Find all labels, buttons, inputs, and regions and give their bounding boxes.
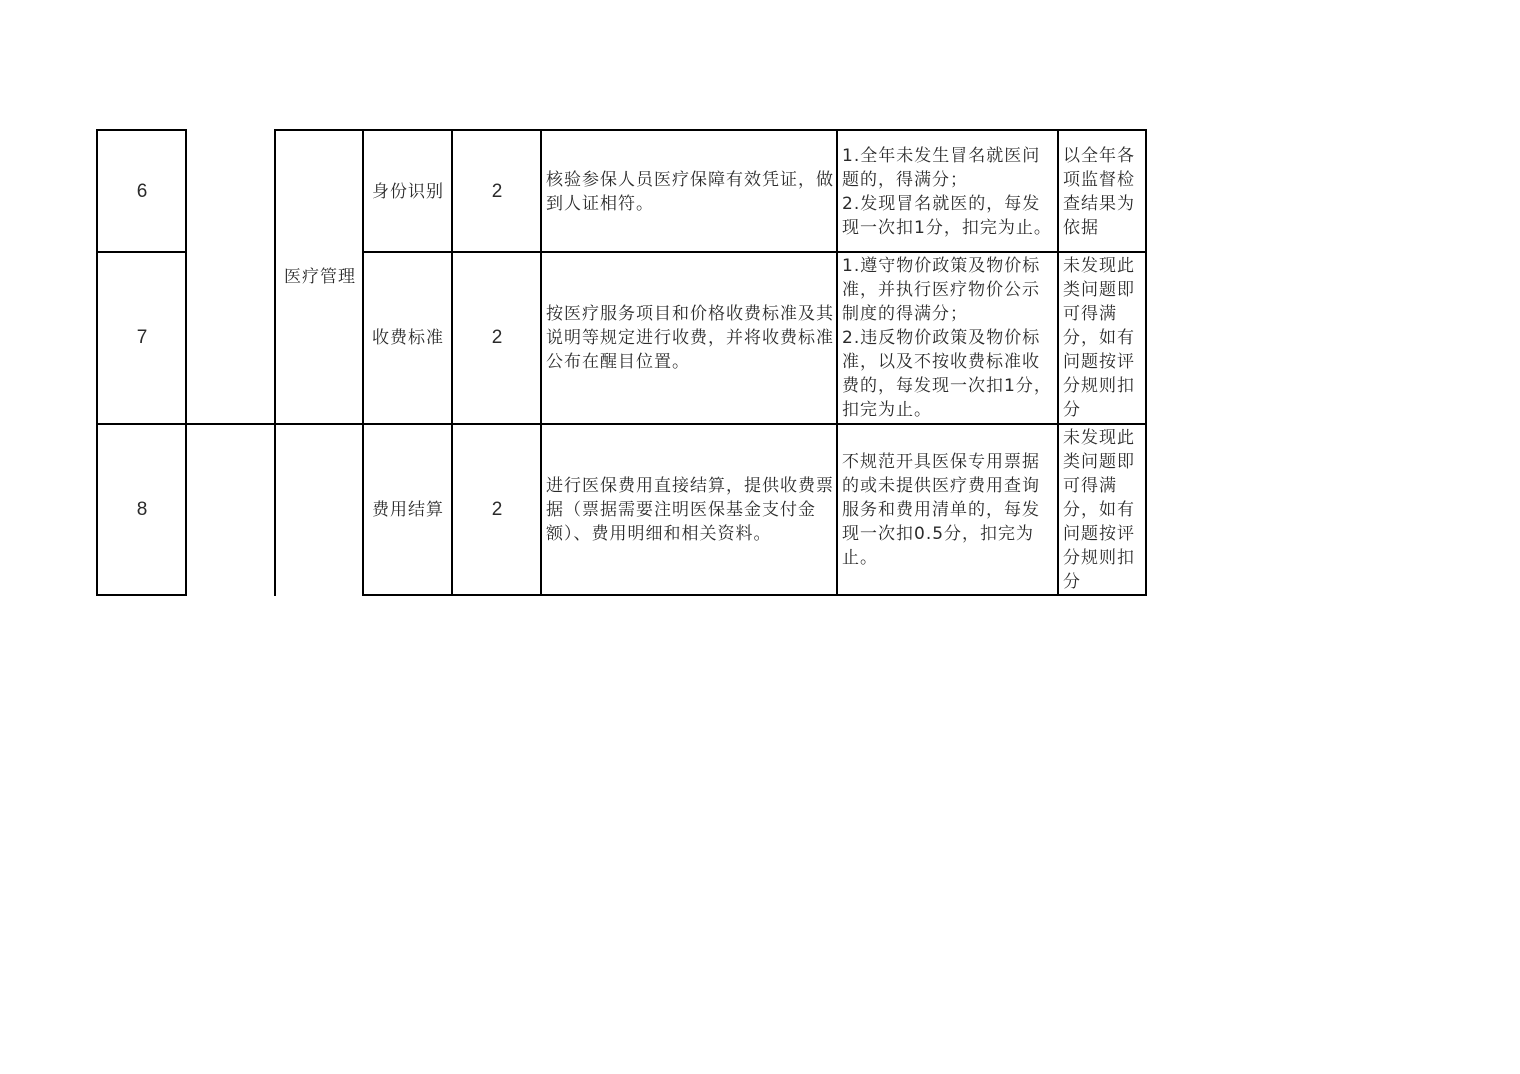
grid-line-row7-bottom	[96, 423, 1147, 425]
row-7-content: 按医疗服务项目和价格收费标准及其说明等规定进行收费，并将收费标准公布在醒目位置。	[546, 304, 834, 372]
row-7-rule: 1.遵守物价政策及物价标准，并执行医疗物价公示制度的得满分； 2.违反物价政策及物价标准，以及不按收费标准收费的，每发现一次扣1分，扣完为止。	[842, 256, 1052, 420]
row-8-basis: 未发现此类问题即可得满分，如有问题按评分规则扣分	[1063, 428, 1135, 592]
row-7-index: 7	[136, 327, 148, 348]
grid-line-bottom-right	[362, 594, 1147, 596]
grid-line-col-index-right	[185, 129, 187, 596]
grid-line-col-category-left	[274, 129, 276, 596]
row-6-item: 身份识别	[372, 181, 444, 202]
row-6-rule: 1.全年未发生冒名就医问题的，得满分； 2.发现冒名就医的，每发现一次扣1分，扣完为止。	[842, 145, 1052, 238]
row-6-score: 2	[491, 180, 503, 202]
grid-line-top-left	[96, 129, 187, 131]
grid-line-col-item-left	[362, 129, 364, 596]
grid-line-col-left	[96, 129, 98, 596]
row-7-item: 收费标准	[372, 328, 444, 348]
row-7-score: 2	[491, 327, 503, 348]
grid-line-row6-bottom-left	[96, 251, 187, 253]
grid-line-col-basis-left	[1057, 129, 1059, 596]
grid-line-col-score-left	[451, 129, 453, 596]
row-8-score: 2	[491, 499, 503, 520]
grid-line-col-content-left	[540, 129, 542, 596]
row-8-index: 8	[136, 499, 148, 520]
row-6-index: 6	[136, 180, 148, 202]
grid-line-top-right	[274, 129, 1147, 131]
row-8-content: 进行医保费用直接结算，提供收费票据（票据需要注明医保基金支付金额）、费用明细和相关资料。	[546, 476, 834, 544]
row-6-basis: 以全年各项监督检查结果为依据	[1063, 145, 1135, 238]
row-7-basis: 未发现此类问题即可得满分，如有问题按评分规则扣分	[1063, 256, 1135, 420]
grid-line-col-right	[1145, 129, 1147, 596]
row-8-item: 费用结算	[372, 500, 444, 520]
grid-line-col-rule-left	[836, 129, 838, 596]
grid-line-bottom-left	[96, 594, 187, 596]
grid-line-row6-bottom-right	[362, 251, 1147, 253]
category-cell: 医疗管理	[284, 267, 356, 287]
row-6-content: 核验参保人员医疗保障有效凭证，做到人证相符。	[546, 169, 834, 214]
row-8-rule: 不规范开具医保专用票据的或未提供医疗费用查询服务和费用清单的，每发现一次扣0.5分，扣完为止。	[842, 452, 1040, 568]
